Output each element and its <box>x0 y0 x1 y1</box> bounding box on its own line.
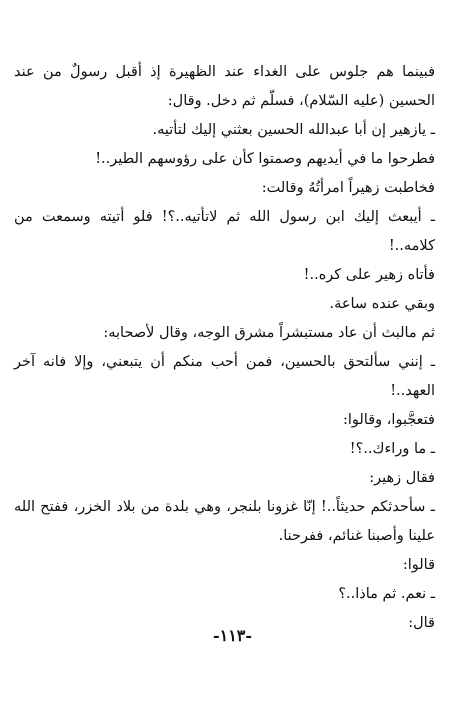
paragraph-7: وبقي عنده ساعة. <box>329 296 435 312</box>
paragraph-3: فطرحوا ما في أيديهم وصمتوا كأن على رؤوسهم الطير..! <box>95 151 435 167</box>
paragraph-8: ثم مالبث أن عاد مستبشراً مشرق الوجه، وقال لأصحابه: <box>103 325 435 341</box>
paragraph-9: ـ إنني سألتحق بالحسين، فمن أحب منكم أن يتبعني، وإلا فانه آخر العهد..! <box>14 354 435 399</box>
paragraph-1: فبينما هم جلوس على الغداء عند الظهيرة إذ أقبل رسولٌ من عند الحسين (عليه السّلام)، فسلّم ثم دخل. وقال: <box>14 64 435 109</box>
body-text <box>14 58 435 638</box>
paragraph-10: فتعجَّبوا، وقالوا: <box>342 412 435 428</box>
paragraph-12: فقال زهير: <box>369 470 435 486</box>
paragraph-2: ـ يازهير إن أبا عبدالله الحسين بعثني إليك لتأتيه. <box>152 122 435 138</box>
paragraph-13: ـ سأحدثكم حديثاً..! إنّا غزونا بلنجر، وهي بلدة من بلاد الخزر، ففتح الله علينا وأصبنا غنائم، ففرحنا. <box>14 499 435 544</box>
paragraph-11: ـ ما وراءك..؟! <box>349 441 435 457</box>
page-number: -١١٣- <box>212 626 253 645</box>
paragraph-4: فخاطبت زهيراً امرأتُهُ وقالت: <box>261 180 435 196</box>
paragraph-6: فأتاه زهير على كره..! <box>303 267 435 283</box>
paragraph-15: ـ نعم. ثم ماذا..؟ <box>338 586 435 602</box>
paragraph-14: قالوا: <box>402 557 435 573</box>
paragraph-5: ـ أيبعث إليك ابن رسول الله ثم لاتأتيه..؟! فلو أتيته وسمعت من كلامه..! <box>14 209 435 254</box>
paragraph-16: قال: <box>408 615 435 631</box>
